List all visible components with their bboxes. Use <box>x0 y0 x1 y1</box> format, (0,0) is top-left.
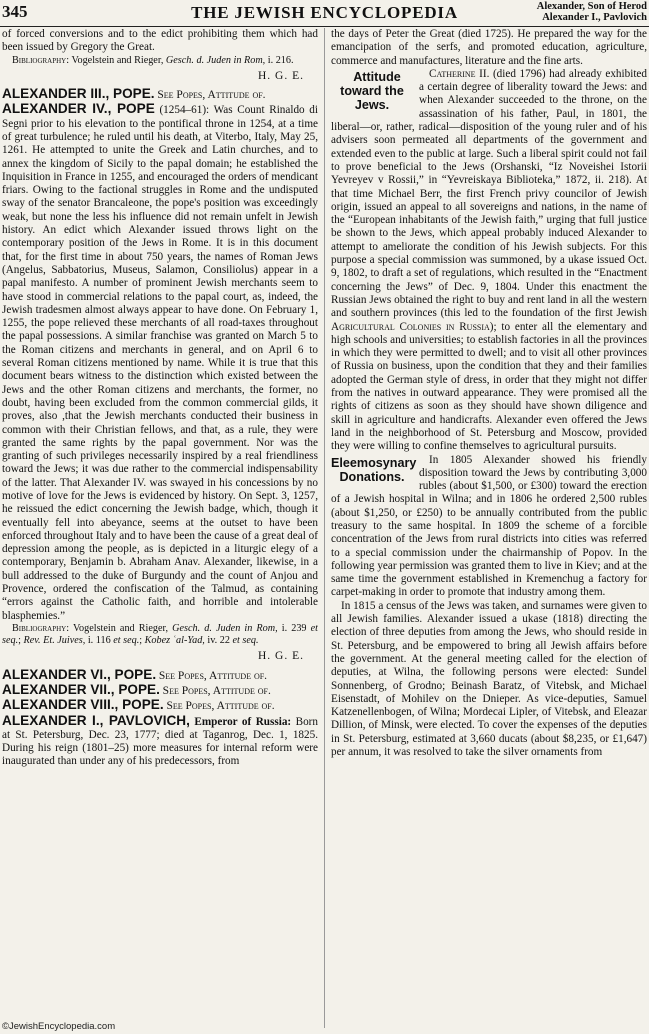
running-head-line-1: Alexander, Son of Herod <box>536 1 647 12</box>
right-column <box>331 28 647 1028</box>
author-signature-2: H. G. E. <box>257 650 304 663</box>
intro-paragraph: of forced conversions and to the edict prohibiting them which had been issued by Gregory the Great. <box>2 28 318 54</box>
bibliography-text: i. 239 <box>277 622 311 634</box>
cross-reference-link[interactable]: See Popes, Attitude of. <box>158 669 268 682</box>
bibliography-label: Bibliography <box>12 54 67 66</box>
bibliography-et-seq: et seq. <box>2 622 318 647</box>
entry-alexander-iii <box>2 87 318 102</box>
cross-reference-link[interactable]: See Popes, Attitude of. <box>166 700 275 713</box>
running-head <box>537 1 647 23</box>
bibliography-2 <box>2 623 318 647</box>
entry-title: ALEXANDER IV., POPE <box>2 101 155 117</box>
cross-reference-link[interactable]: See Popes, Attitude of. <box>157 89 266 102</box>
bibliography-rest: i. 216. <box>265 54 294 66</box>
entry-alexander-vi <box>2 668 318 683</box>
cross-reference-link[interactable]: See Popes, Attitude of. <box>162 684 271 697</box>
entry-alexander-viii <box>2 698 318 713</box>
paragraph-catherine <box>331 68 647 454</box>
entry-title: ALEXANDER VII., POPE. <box>2 681 160 697</box>
bibliography-work: Kobez ʿal-Yad, <box>144 635 205 647</box>
entry-subtitle: Emperor of Russia: <box>194 715 292 728</box>
catherine-text-a: II. (died 1796) had already exhibited a certain degree of liberality toward the Jews: and when Alexander succeeded to the throne, on the assassination of his father, Paul, in 1801, the liberal—or, rather, radical—disposition of the young ruler and of his advisers soon permeated all departments of the government and extended even to the public at large. Such a liberal spirit could not fail to prove beneficial to the Jews (Orshanski, “Iz Noveishei Istorii Yevreyev v Rossii,” in “Yevreiskaya Biblioteka,” 1872, ii. 218). At that time Michael Berr, the first French privy councilor of Jewish origin, issued an appeal to all sovereigns and nations, in the name of the “European inhabitants of the Jewish faith,” urging that full justice be shown to the Jews, which appeal probably induced Alexander to attempt to ameliorate the condition of his Jewish subjects. For this purpose a special commission was summoned, by a ukase issued Oct. 9, 1802, to draft a set of regulations, which resulted in the “Enactment concerning the Jews” of Dec. 9, 1804. Under this enactment the Russian Jews obtained the right to buy and rent land in all the western and southern provinces (this led to the foundation of the first Jewish <box>331 67 647 320</box>
paragraph-peter-the-great: the days of Peter the Great (died 1725). He prepared the way for the emancipation of the serfs, and promoted education, agriculture, commerce and manufactures, literature and the fine arts. <box>331 28 647 67</box>
column-divider <box>324 28 325 1028</box>
bibliography-work: Gesch. d. Juden in Rom, <box>172 622 278 634</box>
paragraph-1805: In 1805 Alexander showed his friendly disposition toward the Jews by contributing 3,000 rubles (about $1,500, or £300) toward the erection of a Jewish hospital in Wilna; and in 1806 he ordered 2,500 rubles (about $1,250, or £250) to be annually contributed from the public treasury to the same hospital. In 1809 the scheme of a forcible concentration of the Jews from rural districts into cities was referred to a special commission under the chairmanship of Popov. In the following year permission was granted them to live in Kiev; and at the same time the government established in Kremenchug a factory for carpet-making in order to promote that industry among them. <box>331 453 647 599</box>
journal-title: THE JEWISH ENCYCLOPEDIA <box>191 3 458 22</box>
bibliography-et-seq: et seq. <box>232 635 259 647</box>
bibliography-separator: ; <box>18 635 24 647</box>
entry-title: ALEXANDER VIII., POPE. <box>2 697 164 713</box>
page-number: 345 <box>2 2 28 21</box>
bibliography-1 <box>2 55 318 67</box>
entry-alexander-vii <box>2 683 318 698</box>
catherine-text-b: ); to enter all the elementary and high schools and universities; to establish factories in all the provinces in which they were permitted to dwell; and to visit all other provinces of Russia on business, upon the condition that they and their families adopted the German style of dress, in order that they might not differ from the natives in outward appearance. They were promised all the rights of citizens as soon as they should have shown diligence and skill in agriculture and handicrafts. Alexander even offered the Jews land in the neighborhood of St. Petersburg and Moscow, provided they were willing to confine themselves to agricultural pursuits. <box>331 320 647 453</box>
bibliography-text: : Vogelstein and Rieger, <box>66 54 166 66</box>
sidenote-eleemosynary: Eleemosynary Donations. <box>331 455 417 484</box>
entry-title: ALEXANDER I., PAVLOVICH, <box>2 712 190 728</box>
catherine-lead: Catherine <box>429 67 476 80</box>
entry-title: ALEXANDER III., POPE. <box>2 86 155 102</box>
bibliography-work: Gesch. d. Juden in Rom, <box>165 54 266 66</box>
author-signature-1: H. G. E. <box>257 69 304 82</box>
left-column <box>2 28 318 1028</box>
bibliography-text: iv. 22 <box>204 635 233 647</box>
bibliography-et-seq: et seq. <box>113 635 140 647</box>
entry-title: ALEXANDER VI., POPE. <box>2 666 157 682</box>
agricultural-colonies-link[interactable]: Agricultural Colonies in Russia <box>331 320 490 333</box>
bibliography-text: : Vogelstein and Rieger, <box>66 622 173 634</box>
sidenote-attitude: Attitude toward the Jews. <box>340 69 404 112</box>
paragraph-1815: In 1815 a census of the Jews was taken, and surnames were given to all Jewish families. Alexander issued a ukase (1818) directing the election of three deputies from among the Jews, who should reside in St. Petersburg, and be empowered to bring all Jewish affairs before the government. At the general meeting called for the election of deputies, at Wilna, the following persons were elected: Sundel Sonnenberg, of Grodno; Beinash Baratz, of Vitebsk, and Michael Eisenstadt, of Mohilev on the Dnieper. As vice-deputies, Samuel Katzenellenbogen, of Wilna; Mordecai Lipler, of Vitebsk, and Eleazar Dillion, of Minsk, were elected. To cover the expenses of the deputies in St. Petersburg, estimated at 3,660 ducats (about $8,235, or £1,647) per annum, it was resolved to take the silver ornaments from <box>331 599 647 759</box>
bibliography-text: i. 116 <box>85 635 114 647</box>
bibliography-separator: ; <box>139 635 145 647</box>
bibliography-label: Bibliography <box>12 622 67 634</box>
entry-alexander-iv <box>2 102 318 623</box>
site-watermark: ©JewishEncyclopedia.com <box>2 1021 116 1032</box>
entry-body: Born at St. Petersburg, Dec. 23, 1777; died at Taganrog, Dec. 1, 1825. During his reign (1801–25) more measures for internal reform were inaugurated than under any of his predecessors, from <box>2 715 318 768</box>
bibliography-work: Rev. Et. Juives, <box>23 635 86 647</box>
entry-alexander-i-pavlovich <box>2 714 318 769</box>
running-head-line-2: Alexander I., Pavlovich <box>542 12 647 23</box>
page-header <box>0 0 649 27</box>
entry-body: (1254–61): Was Count Rinaldo di Segni prior to his elevation to the pontifical throne in 1254, at a time of great turbulence; he ruled until his death, at Viterbo, Italy, May 25, 1261. He attempted to unite the Greek and Latin churches, and to annex the kingdom of Sicily to the papal domain; he established the Inquisition in France in 1255, and encouraged the orders of mendicant friars. Owing to the factional struggles in Rome and the undisputed sway of the senator Brancaleone, the pope's position was exceedingly weak, but none the less his influence did not remain unfelt in Jewish history. An edict which Alexander issued throws light on the contemporary position of the Jews in Rome. It is in this document that, for the first time in about 750 years, the names of Roman Jews (Angelus, Sabbatorius, Museus, Salamon, Consiliolus) appear in a papal manifesto. A number of prominent Jewish merchants seem to have stood in commercial relations to the papal court, as, indeed, the Jewish tradesmen almost always appear to have done. On February 1, 1255, the pope relieved these merchants of all road-taxes throughout the papal possessions. A similar franchise was granted on March 5 to the Roman citizens and merchants in general, and on April 6 to several Roman citizens mentioned by name. While it is true that this document bears witness to the distinction which existed between the Jews and the other Roman citizens and merchants, the former, no doubt, having been excluded from the common commercial gilds, it proves, also ,that the Jewish merchants conducted their business in common with their Christian fellows, and that, as a rule, they were granted the same rights by the papal government. Nor was the granting of such privileges necessarily inspired by a real friendliness toward the Jews; it was due rather to the commercial indispensability of the latter. That Alexander IV. was swayed in his concessions by no motive of love for the Jews is evidenced by history. On Sept. 3, 1257, he reissued the edict concerning the Jewish badge, which, though it eventually fell into abeyance, seems at the outset to have been enforced throughout Italy and to have been the cause of a great deal of depression among the people, as is depicted in a liturgic elegy of a contemporary, Benjamin b. Abraham Anav. Alexander, likewise, in a bull addressed to the duke of Burgundy and the count of Anjou and Provence, ordered the confiscation of the Talmud, as containing “errors against the Catholic faith, and horrible and intolerable blasphemies.” <box>2 104 318 622</box>
